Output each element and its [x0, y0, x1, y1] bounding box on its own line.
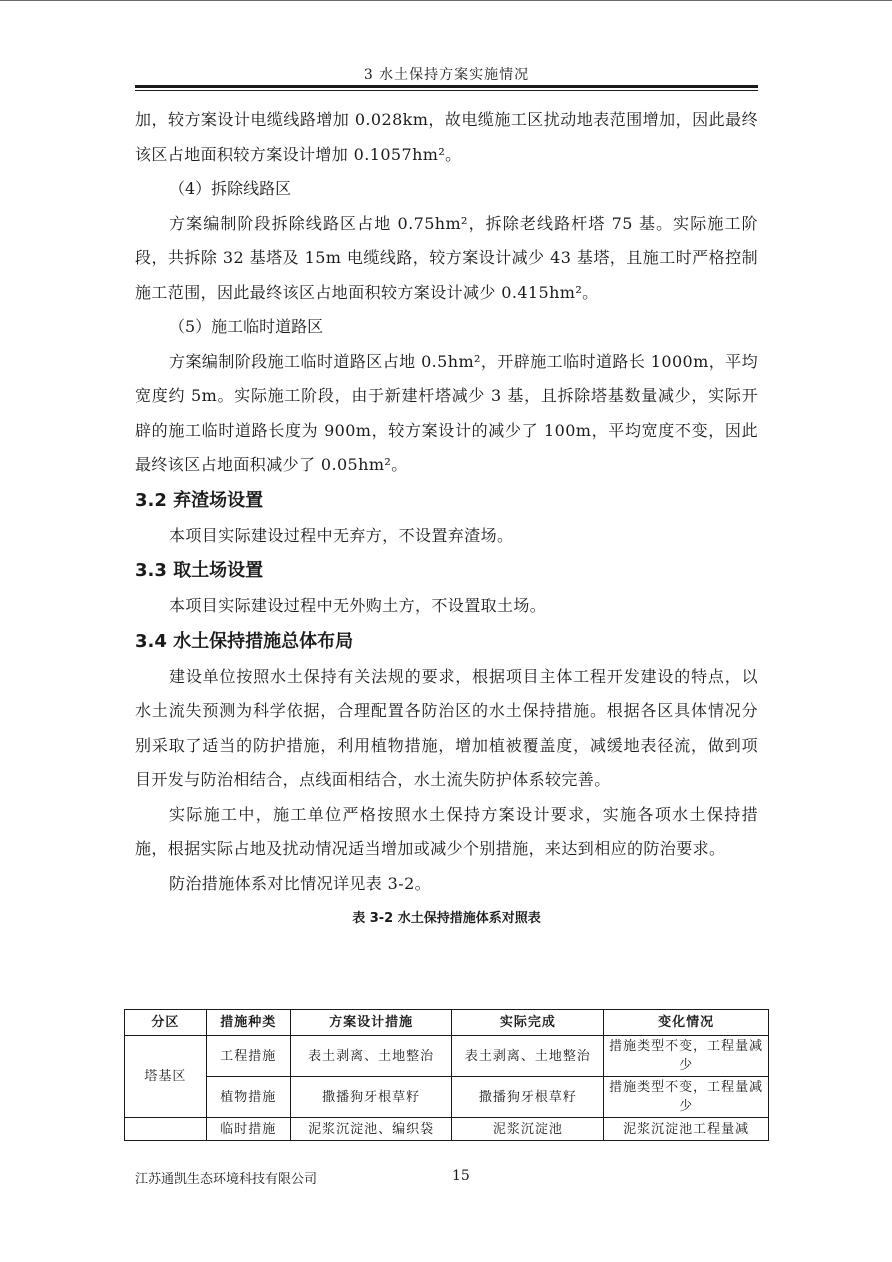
table-header-cell: 实际完成	[452, 1010, 604, 1036]
design-measure-cell: 撒播狗牙根草籽	[290, 1077, 452, 1118]
subheading-temp-road-area: （5）施工临时道路区	[169, 317, 324, 336]
paragraph-table-reference: 防治措施体系对比情况详见表 3-2。	[169, 873, 432, 893]
paragraph-temp-road-area: 方案编制阶段施工临时道路区占地 0.5hm²，开辟施工临时道路长 1000m，平均宽度约 5m。实际施工阶段，由于新建杆塔减少 3 基，且拆除塔基数量减少，实际开辟的施工临时道路长度为 900m，较方案设计的减少了 100m，平均宽度不变，因此最终该区占地面积减少了 0.05hm²。	[135, 351, 758, 474]
page-number: 15	[452, 1168, 470, 1184]
header-thick-rule	[135, 85, 758, 88]
paragraph-cable-area-end: 加，较方案设计电缆线路增加 0.028km，故电缆施工区扰动地表范围增加，因此最终该区占地面积较方案设计增加 0.1057hm²。	[135, 110, 758, 164]
main-content	[135, 103, 758, 935]
zone-cell: 塔基区	[125, 1036, 207, 1118]
table-header-cell: 方案设计措施	[290, 1010, 452, 1036]
measure-type-cell: 植物措施	[206, 1077, 290, 1118]
paragraph-spoil-site: 本项目实际建设过程中无弃方，不设置弃渣场。	[169, 525, 514, 545]
header-thin-rule	[135, 90, 758, 91]
paragraph-borrow-site: 本项目实际建设过程中无外购土方，不设置取土场。	[169, 596, 547, 615]
section-heading-3-2: 3.2 弃渣场设置	[135, 489, 264, 511]
paragraph-overall-layout: 建设单位按照水土保持有关法规的要求，根据项目主体工程开发建设的特点，以水土流失预测为科学依据，合理配置各防治区的水土保持措施。根据各区具体情况分别采取了适当的防护措施，利用植物措施，增加植被覆盖度，减缓地表径流，做到项目开发与防治相结合，点线面相结合，水土流失防护体系较完善。	[135, 666, 758, 789]
table-header-cell: 变化情况	[604, 1010, 769, 1036]
paragraph-construction-practice: 实际施工中，施工单位严格按照水土保持方案设计要求，实施各项水土保持措施，根据实际占地及扰动情况适当增加或减少个别措施，来达到相应的防治要求。	[135, 804, 758, 858]
change-cell: 泥浆沉淀池工程量减	[604, 1118, 769, 1141]
measures-comparison-table	[124, 1009, 769, 1141]
table-header-cell: 措施种类	[206, 1010, 290, 1036]
table-row	[125, 1077, 769, 1118]
footer-company: 江苏通凯生态环境科技有限公司	[135, 1172, 318, 1187]
measure-type-cell: 工程措施	[206, 1036, 290, 1077]
table-row	[125, 1118, 769, 1141]
table-caption: 表 3-2 水土保持措施体系对照表	[352, 911, 541, 926]
actual-measure-cell: 撒播狗牙根草籽	[452, 1077, 604, 1118]
actual-measure-cell: 表土剥离、土地整治	[452, 1036, 604, 1077]
running-header: 3 水土保持方案实施情况	[363, 67, 530, 83]
table-header-row	[125, 1010, 769, 1036]
subheading-removal-line-area: （4）拆除线路区	[169, 179, 292, 198]
change-cell: 措施类型不变，工程量减少	[604, 1036, 769, 1077]
actual-measure-cell: 泥浆沉淀池	[452, 1118, 604, 1141]
measure-type-cell: 临时措施	[206, 1118, 290, 1141]
design-measure-cell: 表土剥离、土地整治	[290, 1036, 452, 1077]
table-row	[125, 1036, 769, 1077]
change-cell: 措施类型不变，工程量减少	[604, 1077, 769, 1118]
section-heading-3-4: 3.4 水土保持措施总体布局	[135, 630, 354, 652]
section-heading-3-3: 3.3 取土场设置	[135, 560, 264, 581]
zone-cell-blank	[125, 1118, 207, 1141]
design-measure-cell: 泥浆沉淀池、编织袋	[290, 1118, 452, 1141]
table-header-cell: 分区	[125, 1010, 207, 1036]
paragraph-removal-line-area: 方案编制阶段拆除线路区占地 0.75hm²，拆除老线路杆塔 75 基。实际施工阶段，共拆除 32 基塔及 15m 电缆线路，较方案设计减少 43 基塔，且施工时严格控制施工范围，因此最终该区占地面积较方案设计减少 0.415hm²。	[135, 213, 758, 302]
page-top-border	[0, 0, 892, 1]
